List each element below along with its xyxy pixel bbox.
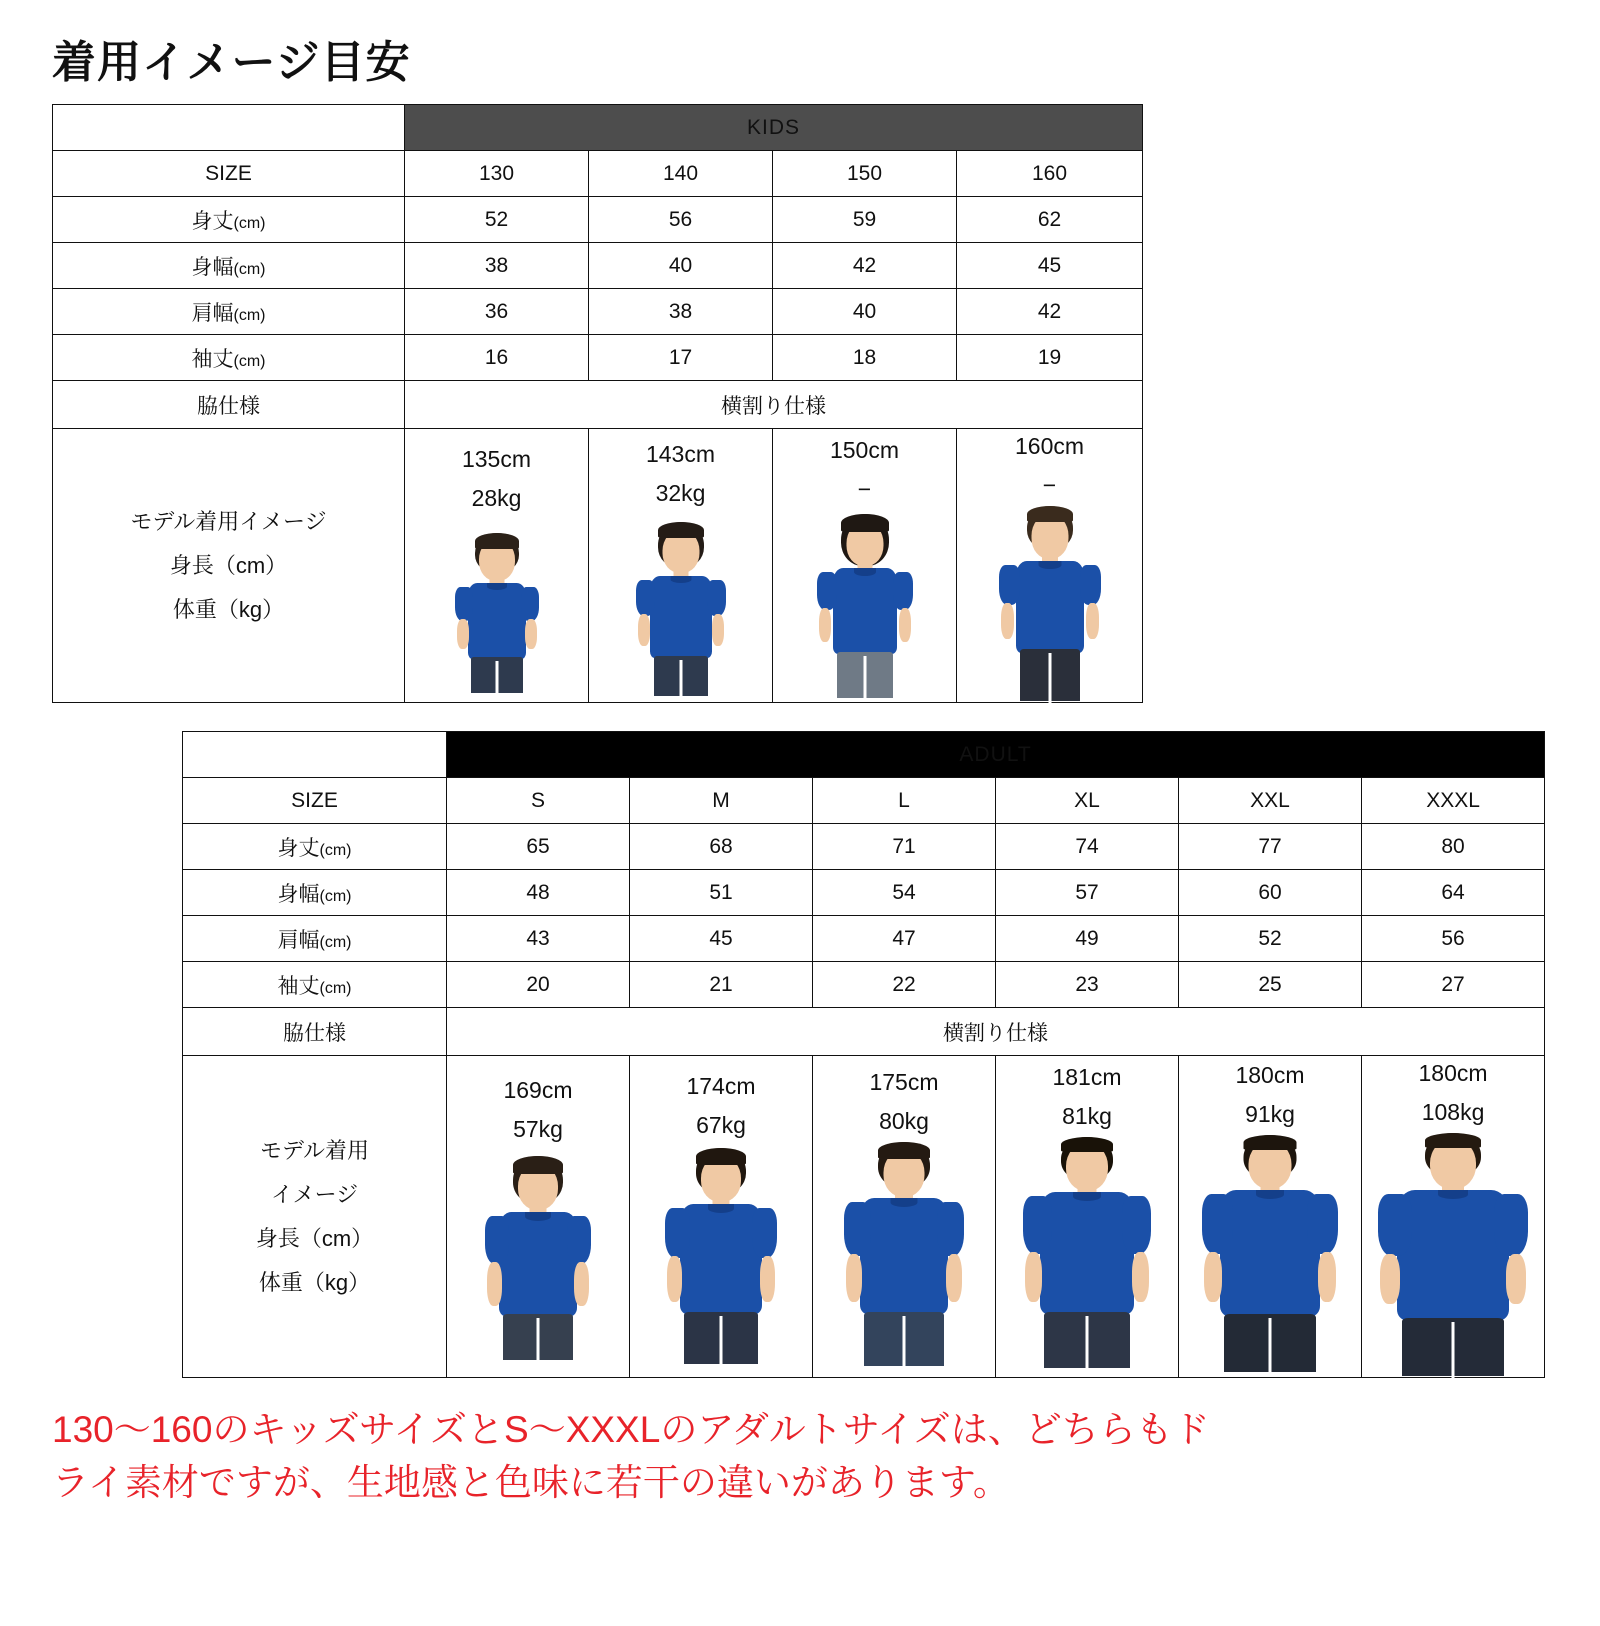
kids-banner-row xyxy=(53,105,1143,151)
kids-side-spec-value: 横割り仕様 xyxy=(405,381,1143,429)
kids-model-cell-150 xyxy=(773,429,957,703)
adult-length-1: 68 xyxy=(630,824,813,870)
kids-width-2: 42 xyxy=(773,243,957,289)
adult-length-4: 77 xyxy=(1179,824,1362,870)
adult-sleeve-0: 20 xyxy=(447,962,630,1008)
adult-model-figure-xxxl xyxy=(1372,1133,1534,1377)
adult-banner-spacer xyxy=(183,732,447,778)
kids-shoulder-3: 42 xyxy=(957,289,1143,335)
kids-row-side-spec xyxy=(53,381,1143,429)
adult-row-size xyxy=(183,778,1545,824)
adult-length-2: 71 xyxy=(813,824,996,870)
adult-size-table xyxy=(182,731,1545,1378)
adult-model-cell-l xyxy=(813,1056,996,1378)
adult-side-spec-value: 横割り仕様 xyxy=(447,1008,1545,1056)
adult-size-2: L xyxy=(813,778,996,824)
adult-width-1: 51 xyxy=(630,870,813,916)
adult-model-height-1: 174cm xyxy=(686,1073,756,1099)
kids-width-1: 40 xyxy=(589,243,773,289)
kids-model-weight-0: 28kg xyxy=(471,484,522,511)
adult-width-5: 64 xyxy=(1362,870,1545,916)
kids-model-figure-150 xyxy=(802,510,928,698)
kids-length-2: 59 xyxy=(773,197,957,243)
adult-sleeve-5: 27 xyxy=(1362,962,1545,1008)
kids-model-figure-140 xyxy=(619,514,743,694)
kids-label-width: 身幅(cm) xyxy=(53,243,405,289)
adult-model-label-line-1: イメージ xyxy=(270,1181,359,1207)
kids-model-figure-160 xyxy=(986,506,1114,702)
adult-row-width xyxy=(183,870,1545,916)
adult-model-weight-4: 91kg xyxy=(1245,1100,1295,1127)
adult-row-shoulder xyxy=(183,916,1545,962)
kids-row-width xyxy=(53,243,1143,289)
kids-model-weight-1: 32kg xyxy=(655,479,706,506)
adult-model-height-3: 181cm xyxy=(1052,1064,1122,1090)
kids-row-shoulder xyxy=(53,289,1143,335)
adult-shoulder-4: 52 xyxy=(1179,916,1362,962)
adult-model-label-line-3: 体重（kg） xyxy=(258,1269,371,1295)
kids-width-0: 38 xyxy=(405,243,589,289)
adult-model-cell-xxl xyxy=(1179,1056,1362,1378)
adult-model-weight-3: 81kg xyxy=(1062,1102,1112,1129)
kids-model-label-line-2: 体重（kg） xyxy=(172,596,285,622)
adult-model-label-line-2: 身長（cm） xyxy=(255,1225,374,1251)
adult-length-0: 65 xyxy=(447,824,630,870)
adult-width-0: 48 xyxy=(447,870,630,916)
kids-label-side-spec: 脇仕様 xyxy=(53,381,405,429)
kids-model-cell-140 xyxy=(589,429,773,703)
kids-shoulder-0: 36 xyxy=(405,289,589,335)
kids-length-1: 56 xyxy=(589,197,773,243)
adult-model-figure-xxl xyxy=(1191,1135,1349,1375)
kids-row-models xyxy=(53,429,1143,703)
kids-sleeve-0: 16 xyxy=(405,335,589,381)
adult-width-3: 57 xyxy=(996,870,1179,916)
adult-size-table-wrapper xyxy=(182,731,1600,1378)
kids-shoulder-2: 40 xyxy=(773,289,957,335)
kids-label-size: SIZE xyxy=(53,151,405,197)
kids-label-shoulder: 肩幅(cm) xyxy=(53,289,405,335)
adult-label-length: 身丈(cm) xyxy=(183,824,447,870)
page-title: 着用イメージ目安 xyxy=(52,38,411,87)
adult-length-3: 74 xyxy=(996,824,1179,870)
note-line-0: 130〜160のキッズサイズとS〜XXXLのアダルトサイズは、どちらもド xyxy=(52,1409,1210,1450)
adult-model-cell-xl xyxy=(996,1056,1179,1378)
adult-size-1: M xyxy=(630,778,813,824)
kids-model-figure-130 xyxy=(437,519,557,689)
adult-row-length xyxy=(183,824,1545,870)
adult-model-cell-xxxl xyxy=(1362,1056,1545,1378)
adult-shoulder-3: 49 xyxy=(996,916,1179,962)
kids-model-label xyxy=(53,429,405,703)
kids-model-height-3: 160cm xyxy=(1014,433,1085,459)
kids-model-height-1: 143cm xyxy=(645,441,716,467)
adult-shoulder-2: 47 xyxy=(813,916,996,962)
adult-sleeve-1: 21 xyxy=(630,962,813,1008)
adult-sleeve-3: 23 xyxy=(996,962,1179,1008)
adult-model-cell-s xyxy=(447,1056,630,1378)
kids-length-0: 52 xyxy=(405,197,589,243)
kids-length-3: 62 xyxy=(957,197,1143,243)
kids-banner-label: KIDS xyxy=(405,105,1143,151)
adult-shoulder-0: 43 xyxy=(447,916,630,962)
kids-sleeve-1: 17 xyxy=(589,335,773,381)
adult-sleeve-2: 22 xyxy=(813,962,996,1008)
kids-model-label-line-1: 身長（cm） xyxy=(169,552,288,578)
adult-model-label xyxy=(183,1056,447,1378)
adult-size-4: XXL xyxy=(1179,778,1362,824)
adult-model-height-4: 180cm xyxy=(1235,1062,1305,1088)
kids-row-sleeve xyxy=(53,335,1143,381)
adult-label-width: 身幅(cm) xyxy=(183,870,447,916)
adult-banner-row xyxy=(183,732,1545,778)
kids-banner-spacer xyxy=(53,105,405,151)
kids-model-cell-160 xyxy=(957,429,1143,703)
kids-model-label-line-0: モデル着用イメージ xyxy=(130,508,327,534)
adult-row-sleeve xyxy=(183,962,1545,1008)
kids-model-height-2: 150cm xyxy=(829,437,900,463)
adult-model-figure-xl xyxy=(1009,1137,1165,1373)
kids-size-table-wrapper xyxy=(52,104,1600,703)
adult-length-5: 80 xyxy=(1362,824,1545,870)
kids-width-3: 45 xyxy=(957,243,1143,289)
adult-model-cell-m xyxy=(630,1056,813,1378)
kids-size-0: 130 xyxy=(405,151,589,197)
kids-sleeve-3: 19 xyxy=(957,335,1143,381)
adult-model-weight-0: 57kg xyxy=(513,1115,563,1142)
note-text xyxy=(52,1404,1548,1509)
adult-size-0: S xyxy=(447,778,630,824)
kids-size-3: 160 xyxy=(957,151,1143,197)
adult-row-models xyxy=(183,1056,1545,1378)
kids-row-size xyxy=(53,151,1143,197)
kids-label-sleeve: 袖丈(cm) xyxy=(53,335,405,381)
adult-size-3: XL xyxy=(996,778,1179,824)
kids-model-weight-3: − xyxy=(1042,471,1057,498)
kids-size-1: 140 xyxy=(589,151,773,197)
adult-shoulder-1: 45 xyxy=(630,916,813,962)
adult-model-figure-s xyxy=(463,1150,613,1360)
adult-model-label-line-0: モデル着用 xyxy=(260,1137,369,1163)
adult-row-side-spec xyxy=(183,1008,1545,1056)
adult-label-sleeve: 袖丈(cm) xyxy=(183,962,447,1008)
adult-model-figure-m xyxy=(645,1146,797,1364)
adult-label-size: SIZE xyxy=(183,778,447,824)
kids-size-table xyxy=(52,104,1143,703)
adult-model-figure-l xyxy=(827,1142,981,1368)
kids-row-length xyxy=(53,197,1143,243)
adult-label-side-spec: 脇仕様 xyxy=(183,1008,447,1056)
adult-model-height-0: 169cm xyxy=(503,1077,573,1103)
kids-sleeve-2: 18 xyxy=(773,335,957,381)
adult-sleeve-4: 25 xyxy=(1179,962,1362,1008)
adult-model-weight-1: 67kg xyxy=(696,1111,746,1138)
adult-banner-label: ADULT xyxy=(447,732,1545,778)
kids-shoulder-1: 38 xyxy=(589,289,773,335)
kids-model-height-0: 135cm xyxy=(461,446,532,472)
adult-model-height-5: 180cm xyxy=(1418,1060,1488,1086)
adult-model-weight-2: 80kg xyxy=(879,1107,929,1134)
adult-model-weight-5: 108kg xyxy=(1421,1098,1485,1125)
kids-model-cell-130 xyxy=(405,429,589,703)
adult-label-shoulder: 肩幅(cm) xyxy=(183,916,447,962)
kids-label-length: 身丈(cm) xyxy=(53,197,405,243)
note-line-1: ライ素材ですが、生地感と色味に若干の違いがあります。 xyxy=(52,1461,1010,1503)
adult-shoulder-5: 56 xyxy=(1362,916,1545,962)
kids-model-weight-2: − xyxy=(857,475,872,502)
adult-width-2: 54 xyxy=(813,870,996,916)
adult-size-5: XXXL xyxy=(1362,778,1545,824)
adult-width-4: 60 xyxy=(1179,870,1362,916)
kids-size-2: 150 xyxy=(773,151,957,197)
adult-model-height-2: 175cm xyxy=(869,1069,939,1095)
